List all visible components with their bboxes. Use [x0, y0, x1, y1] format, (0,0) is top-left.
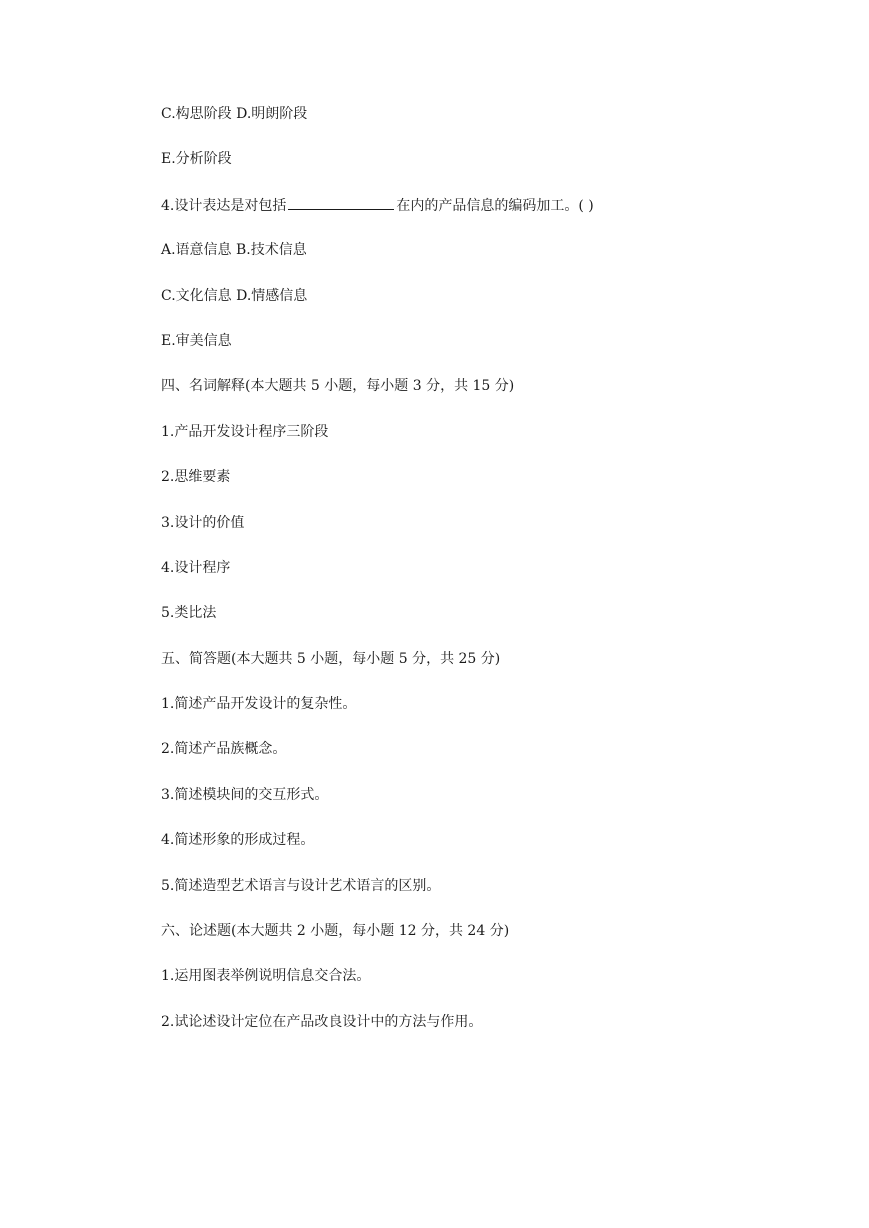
question-item: 2.简述产品族概念。: [161, 741, 287, 758]
question-item: 5.类比法: [161, 605, 217, 622]
question-item: 1.产品开发设计程序三阶段: [161, 423, 329, 440]
question-item: 5.简述造型艺术语言与设计艺术语言的区别。: [161, 877, 441, 894]
question-4: [161, 195, 821, 215]
option-line-a-b: A.语意信息 B.技术信息: [161, 242, 307, 259]
question-item: 1.运用图表举例说明信息交合法。: [161, 968, 371, 985]
option-line-e: E.审美信息: [161, 332, 232, 349]
question-item: 4.设计程序: [161, 559, 231, 576]
question-4-prefix: 4.设计表达是对包括: [161, 197, 287, 214]
question-item: 3.简述模块间的交互形式。: [161, 786, 329, 803]
section-heading-term-explanation: 四、名词解释(本大题共 5 小题，每小题 3 分，共 15 分): [161, 378, 515, 395]
section-heading-short-answer: 五、简答题(本大题共 5 小题，每小题 5 分，共 25 分): [161, 650, 501, 667]
option-line-c-d: C.构思阶段 D.明朗阶段: [161, 106, 308, 122]
option-line-c-d: C.文化信息 D.情感信息: [161, 287, 308, 304]
option-line-e: E.分析阶段: [161, 151, 232, 168]
document-page: [161, 104, 821, 1057]
question-item: 2.试论述设计定位在产品改良设计中的方法与作用。: [161, 1013, 483, 1030]
question-item: 3.设计的价值: [161, 514, 245, 531]
question-4-suffix: 在内的产品信息的编码加工。( ): [396, 197, 594, 214]
question-item: 1.简述产品开发设计的复杂性。: [161, 696, 357, 713]
question-item: 4.简述形象的形成过程。: [161, 832, 315, 849]
section-heading-essay: 六、论述题(本大题共 2 小题，每小题 12 分，共 24 分): [161, 923, 510, 940]
fill-in-blank: [288, 195, 394, 210]
question-item: 2.思维要素: [161, 469, 231, 486]
